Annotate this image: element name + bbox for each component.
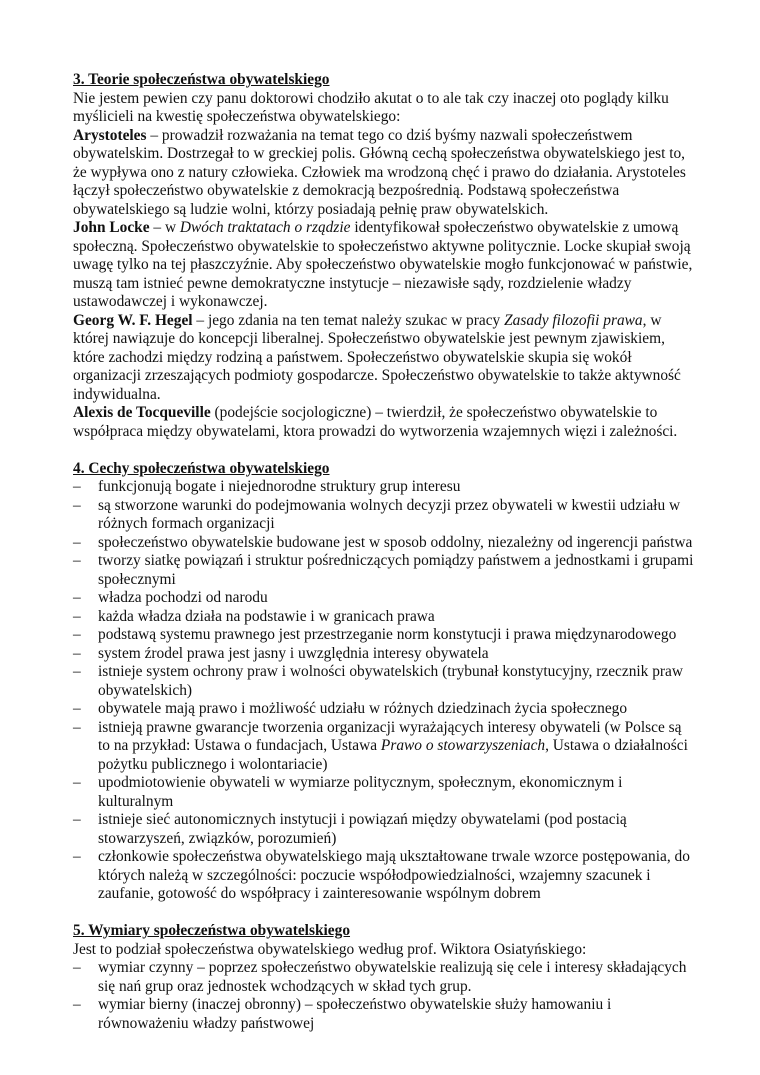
list-item	[73, 700, 697, 719]
list-item	[73, 552, 697, 589]
list-item-text: upodmiotowienie obywateli w wymiarze politycznym, społecznym, ekonomicznym i kulturalnym	[98, 774, 623, 810]
title-hegel: Zasady filozofii prawa	[504, 311, 643, 329]
bullet-dash: –	[73, 848, 81, 865]
text-locke-pre: – w	[149, 219, 180, 236]
title-locke: Dwóch traktatach o rządzie	[179, 219, 351, 236]
list-item	[73, 848, 697, 904]
bullet-dash: –	[73, 774, 81, 791]
list-item	[73, 626, 697, 645]
list-item	[73, 959, 697, 996]
bullet-dash: –	[73, 996, 81, 1013]
list-item-text: są stworzone warunki do podejmowania wolnych decyzji przez obywateli w kwestii udziału w różnych formach organizacji	[98, 496, 681, 532]
list-item-text: każda władza działa na podstawie i w granicach prawa	[98, 607, 435, 625]
bullet-dash: –	[73, 700, 81, 717]
list-item	[73, 645, 697, 664]
list-item	[73, 608, 697, 627]
list-item-text: istnieje system ochrony praw i wolności obywatelskich (trybunał konstytucyjny, rzecznik praw obywatelskich)	[98, 663, 683, 699]
text-locke: identyfikował społeczeństwo obywatelskie z umową społeczną. Społeczeństwo obywatelskie to społeczeństwo aktywne politycznie. Locke skupiał swoją uwagę tylko na tej płaszczyźnie. Aby społeczeństwo obywatelskie mogło funkcjonować w państwie, muszą tam istnieć pewne demokratyczne instytucje – niezawisłe sądy, rozdzielenie władzy ustawodawczej i wykonawczej.	[73, 219, 693, 310]
name-aristotle: Arystoteles	[73, 126, 147, 144]
list-item	[73, 589, 697, 608]
list-item-text: istnieje sieć autonomicznych instytucji i powiązań między obywatelami (pod postacią stowarzyszeń, związków, porozumień)	[98, 811, 627, 847]
list-item	[73, 478, 697, 497]
list-item-text: społeczeństwo obywatelskie budowane jest w sposob oddolny, niezależny od ingerencji państwa	[98, 533, 693, 551]
bullet-dash: –	[73, 552, 81, 569]
name-tocqueville: Alexis de Tocqueville	[73, 404, 211, 421]
bullet-dash: –	[73, 626, 81, 643]
name-hegel: Georg W. F. Hegel	[73, 311, 193, 329]
bullet-dash: –	[73, 811, 81, 828]
list-item	[73, 719, 697, 775]
document-page	[73, 71, 697, 1033]
list-item	[73, 774, 697, 811]
list-item-text: władza pochodzi od narodu	[98, 589, 268, 606]
text-hegel-pre: – jego zdania na ten temat należy szukac w pracy	[192, 311, 505, 329]
bullet-dash: –	[73, 959, 81, 976]
paragraph-tocqueville	[73, 404, 697, 441]
bullet-dash: –	[73, 533, 81, 551]
bullet-dash: –	[73, 496, 81, 514]
bullet-dash: –	[73, 718, 81, 736]
list-item-text: wymiar czynny – poprzez społeczeństwo obywatelskie realizują się cele i interesy składających się nań grup oraz jednostek wchodzących w skład tych grup.	[98, 959, 687, 995]
text-hegel: , w której nawiązuje do koncepcji liberalnej. Społeczeństwo obywatelskie jest pewnym zjawiskiem, które zachodzi między rodziną a państwem. Społeczeństwo obywatelskie skupia się wokół organizacji zrzeszających podmioty gospodarcze. Społeczeństwo obywatelskie to także aktywność indywidualna.	[73, 311, 681, 403]
bullet-dash: –	[73, 478, 81, 495]
bullet-dash: –	[73, 589, 81, 606]
list-item	[73, 996, 697, 1033]
list-item	[73, 663, 697, 700]
section-5-heading: 5. Wymiary społeczeństwa obywatelskiego	[73, 922, 351, 939]
section-4-heading: 4. Cechy społeczeństwa obywatelskiego	[73, 459, 330, 477]
section-3-heading: 3. Teorie społeczeństwa obywatelskiego	[73, 71, 330, 88]
bullet-dash: –	[73, 607, 81, 625]
list-item-text: obywatele mają prawo i możliwość udziału w różnych dziedzinach życia społecznego	[98, 700, 628, 717]
list-item	[73, 497, 697, 534]
list-item-text: , Ustawa o działalności pożytku publicznego i wolontariacie)	[98, 737, 688, 773]
list-item-text: członkowie społeczeństwa obywatelskiego mają ukształtowane trwale wzorce postępowania, do których należą w szczególności: poczucie współodpowiedzialności, wzajemny szacunek i zaufanie, gotowość do współpracy i zainteresowanie wspólnym dobrem	[98, 848, 690, 902]
list-item-text: funkcjonują bogate i niejednorodne struktury grup interesu	[98, 478, 461, 495]
text-tocqueville: (podejście socjologiczne) – twierdził, że społeczeństwo obywatelskie to współpraca między obywatelami, ktora prowadzi do wytworzenia wzajemnych więzi i zależności.	[73, 404, 678, 440]
bullet-dash: –	[73, 663, 81, 680]
list-item-text: system źrodel prawa jest jasny i uwzględnia interesy obywatela	[98, 644, 489, 662]
paragraph-aristotle	[73, 127, 697, 220]
paragraph-hegel	[73, 312, 697, 405]
list-item-text: istnieją prawne gwarancje tworzenia organizacji wyrażających interesy obywateli (w Polsce są to na przykład: Ustawa o fundacjach, Ustawa	[98, 718, 682, 754]
name-locke: John Locke	[73, 219, 150, 236]
list-item	[73, 811, 697, 848]
section-3-intro: Nie jestem pewien czy panu doktorowi chodziło akutat o to ale tak czy inaczej oto poglądy kilku myślicieli na kwestię społeczeństwa obywatelskiego:	[73, 89, 669, 125]
text-aristotle: – prowadził rozważania na temat tego co dziś byśmy nazwali społeczeństwem obywatelskim. Dostrzegał to w greckiej polis. Główną cechą społeczeństwa obywatelskiego jest to, że wypływa ono z natury człowieka. Człowiek ma wrodzoną chęć i prawo do działania. Arystoteles łączył społeczeństwo obywatelskie z demokracją bezpośrednią. Podstawą społeczeństwa obywatelskiego są ludzie wolni, którzy posiadają pełnię praw obywatelskich.	[73, 126, 686, 218]
list-item-text: podstawą systemu prawnego jest przestrzeganie norm konstytucji i prawa międzynarodowego	[98, 626, 677, 643]
law-title: Prawo o stowarzyszeniach	[380, 737, 546, 754]
dimensions-list	[73, 959, 697, 1033]
list-item	[73, 534, 697, 553]
bullet-dash: –	[73, 644, 81, 662]
list-item-text: tworzy siatkę powiązań i struktur pośredniczących pomiądzy państwem a jednostkami i grupami społecznymi	[98, 552, 694, 588]
paragraph-locke	[73, 219, 697, 312]
features-list	[73, 478, 697, 904]
section-5-intro: Jest to podział społeczeństwa obywatelskiego według prof. Wiktora Osiatyńskiego:	[73, 940, 587, 958]
list-item-text: wymiar bierny (inaczej obronny) – społeczeństwo obywatelskie służy hamowaniu i równoważeniu władzy państwowej	[98, 996, 612, 1032]
